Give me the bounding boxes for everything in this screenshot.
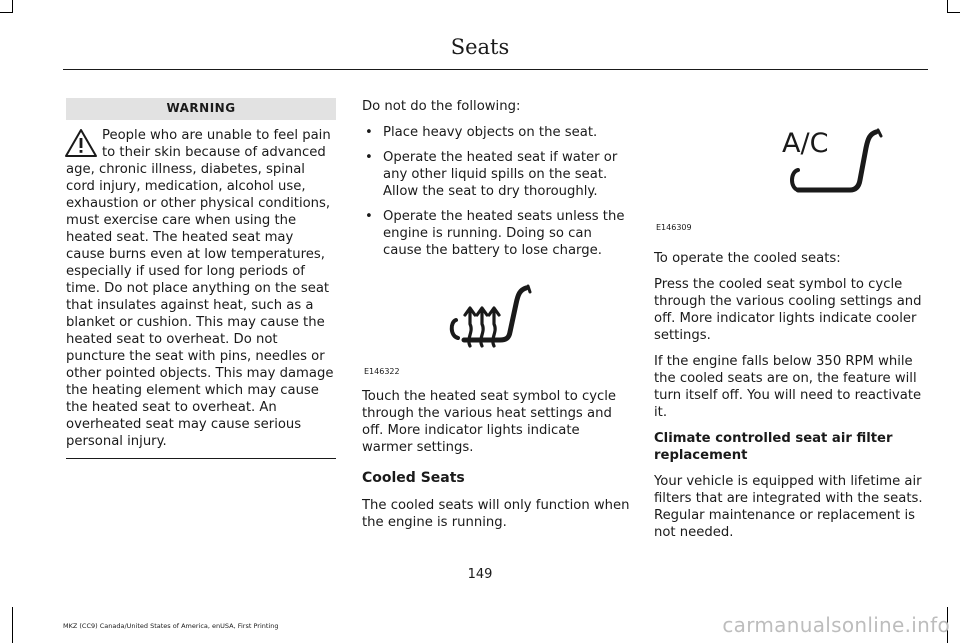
warning-column [66, 98, 336, 459]
crop-mark [947, 0, 948, 13]
crop-mark [947, 12, 960, 13]
touch-instructions: Touch the heated seat symbol to cycle through the various heat settings and off. More indicator lights indicate warmer settings. [362, 389, 617, 455]
cooled-seat-figure [654, 108, 926, 236]
warning-triangle-icon [64, 128, 98, 158]
page-title: Seats [450, 35, 510, 59]
right-column [654, 98, 926, 550]
header-divider [63, 69, 928, 70]
cooled-operate-text: Press the cooled seat symbol to cycle through the various cooling settings and off. More indicator lights indicate cooler settings. [654, 277, 922, 343]
bullet-list [362, 124, 632, 259]
cooled-seats-text: The cooled seats will only function when the engine is running. [362, 498, 630, 530]
list-item: • Operate the heated seats unless the engine is running. Doing so can cause the battery to lose charge. [362, 208, 632, 259]
figure-label: E146309 [656, 223, 692, 232]
rpm-note: If the engine falls below 350 RPM while the cooled seats are on, the feature will turn itself off. You will need to reactivate it. [654, 354, 922, 420]
cooled-seat-icon [778, 122, 888, 202]
watermark: carmanualsonline.info [722, 613, 950, 637]
warning-body [66, 127, 336, 450]
list-item: • Operate the heated seat if water or any other liquid spills on the seat. Allow the seat to dry thoroughly. [362, 149, 632, 200]
cooled-seats-heading: Cooled Seats [362, 470, 465, 486]
air-filter-heading: Climate controlled seat air filter replacement [654, 431, 893, 463]
middle-column [362, 98, 632, 540]
heated-seat-figure [362, 268, 632, 380]
warning-text: People who are unable to feel pain to their skin because of advanced age, chronic illness, diabetes, spinal cord injury, medication, alcohol use, exhaustion or other physical conditions, must exercise care when using the heated seat. The heated seat may cause burns even at low temperatures, especially if used for long periods of time. Do not place anything on the seat that insulates against heat, such as a blanket or cushion. This may cause the heated seat to overheat. Do not puncture the seat with pins, needles or other pointed objects. This may damage the heating element which may cause the heated seat to overheat. An overheated seat may cause serious personal injury. [66, 128, 334, 449]
cooled-operate-intro: To operate the cooled seats: [654, 251, 841, 266]
warning-divider [66, 458, 336, 459]
crop-mark [12, 0, 13, 13]
heated-seat-icon [446, 280, 536, 350]
crop-mark [12, 607, 13, 643]
list-item: • Place heavy objects on the seat. [362, 124, 632, 141]
footer-text: MKZ (CC9) Canada/United States of America, enUSA, First Printing [63, 622, 279, 630]
page-number: 149 [467, 567, 493, 582]
figure-label: E146322 [364, 367, 400, 376]
air-filter-text: Your vehicle is equipped with lifetime air filters that are integrated with the seats. Regular maintenance or replacement is not needed. [654, 474, 923, 540]
intro-text: Do not do the following: [362, 99, 521, 114]
ac-label: A/C [782, 128, 829, 159]
warning-title: WARNING [66, 98, 336, 120]
